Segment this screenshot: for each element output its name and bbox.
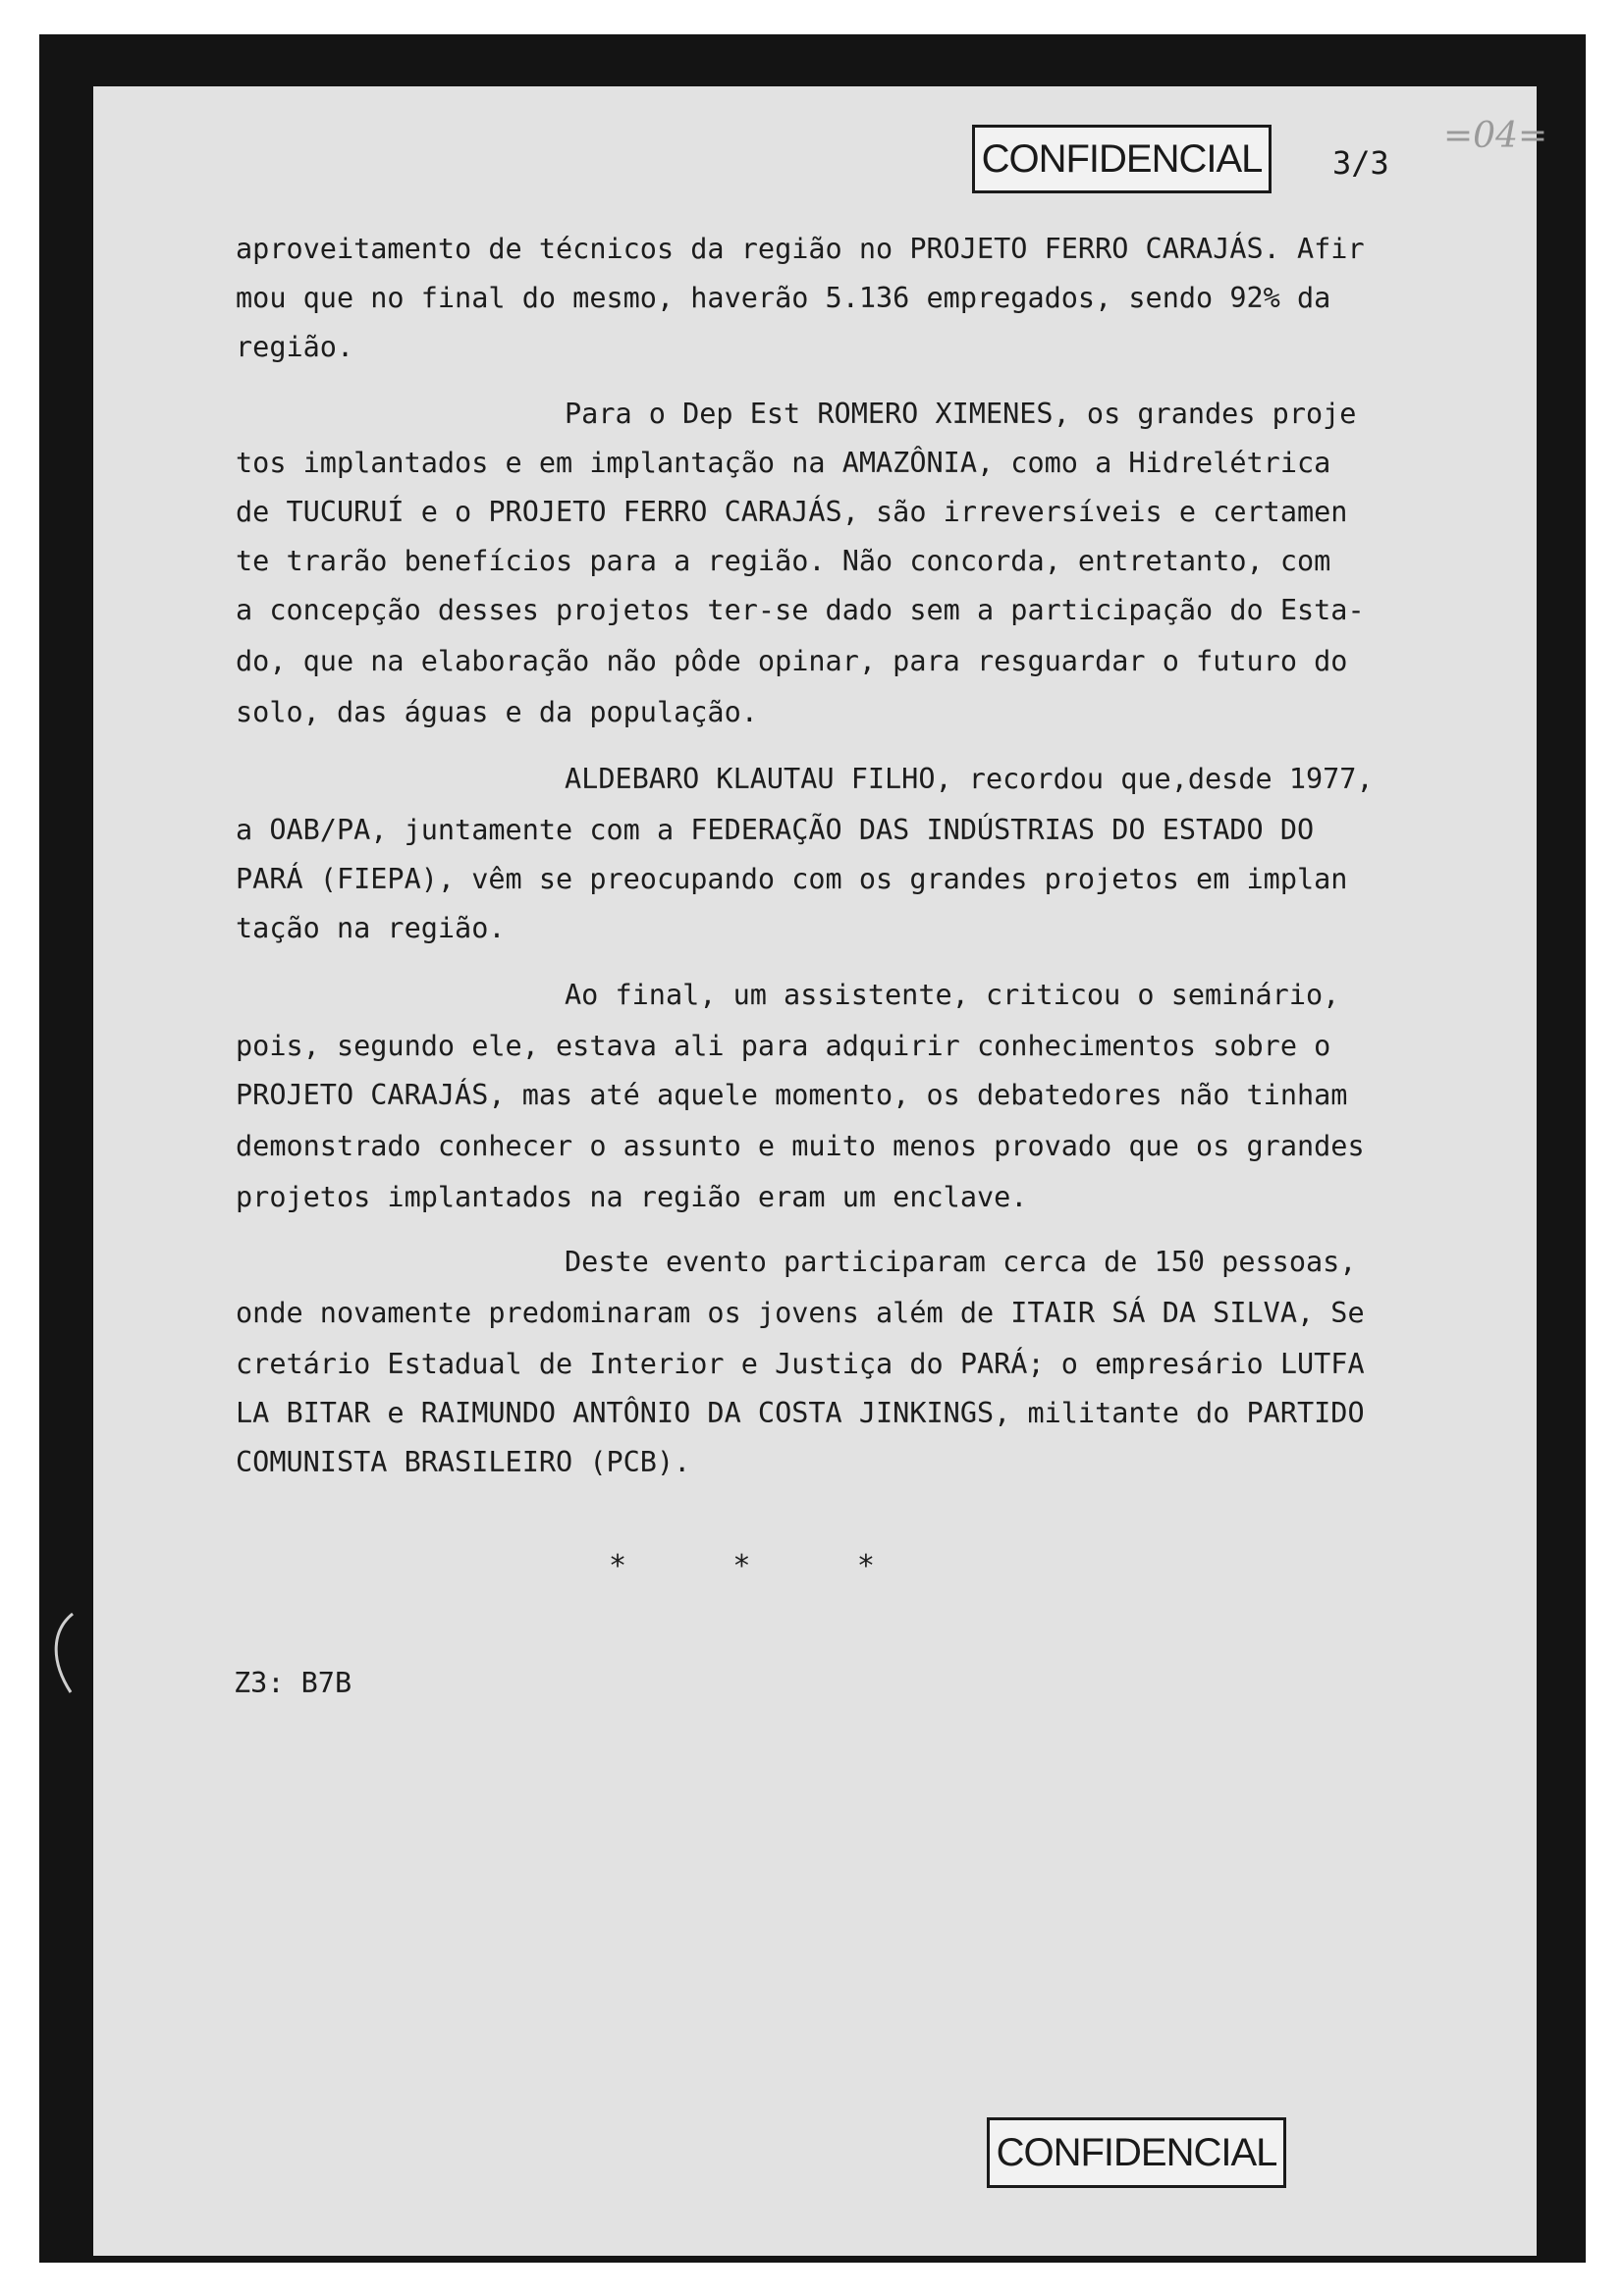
text-line: do, que na elaboração não pôde opinar, para resguardar o futuro do bbox=[236, 645, 1348, 677]
text-line: mou que no final do mesmo, haverão 5.136 empregados, sendo 92% da bbox=[236, 282, 1331, 314]
text-line: a OAB/PA, juntamente com a FEDERAÇÃO DAS INDÚSTRIAS DO ESTADO DO bbox=[236, 814, 1315, 846]
confidential-stamp-bottom: CONFIDENCIAL bbox=[987, 2117, 1286, 2188]
text-line: Deste evento participaram cerca de 150 pessoas, bbox=[565, 1246, 1357, 1278]
text-line: projetos implantados na região eram um enclave. bbox=[236, 1181, 1028, 1213]
text-line: de TUCURUÍ e o PROJETO FERRO CARAJÁS, são irreversíveis e certamen bbox=[236, 496, 1348, 528]
text-line: Ao final, um assistente, criticou o seminário, bbox=[565, 979, 1340, 1011]
text-line: a concepção desses projetos ter-se dado sem a participação do Esta- bbox=[236, 594, 1365, 626]
reference-code: Z3: B7B bbox=[234, 1667, 352, 1699]
page-number: 3/3 bbox=[1332, 144, 1389, 182]
text-line: onde novamente predominaram os jovens além de ITAIR SÁ DA SILVA, Se bbox=[236, 1297, 1365, 1329]
handwritten-page-mark: =04= bbox=[1443, 116, 1548, 156]
text-line: PROJETO CARAJÁS, mas até aquele momento, os debatedores não tinham bbox=[236, 1079, 1348, 1111]
text-line: tação na região. bbox=[236, 912, 506, 944]
text-line: tos implantados e em implantação na AMAZÔNIA, como a Hidrelétrica bbox=[236, 447, 1331, 479]
text-line: demonstrado conhecer o assunto e muito menos provado que os grandes bbox=[236, 1130, 1365, 1162]
text-line: pois, segundo ele, estava ali para adquirir conhecimentos sobre o bbox=[236, 1030, 1331, 1062]
text-line: cretário Estadual de Interior e Justiça do PARÁ; o empresário LUTFA bbox=[236, 1348, 1365, 1380]
text-line: te trarão benefícios para a região. Não concorda, entretanto, com bbox=[236, 545, 1331, 577]
text-line: aproveitamento de técnicos da região no PROJETO FERRO CARAJÁS. Afir bbox=[236, 233, 1365, 265]
text-line: ALDEBARO KLAUTAU FILHO, recordou que,desde 1977, bbox=[565, 763, 1374, 795]
confidential-stamp-top: CONFIDENCIAL bbox=[972, 125, 1272, 193]
text-line: COMUNISTA BRASILEIRO (PCB). bbox=[236, 1446, 691, 1478]
margin-mark-icon bbox=[47, 1610, 77, 1698]
section-separator: * * * bbox=[609, 1549, 875, 1583]
text-line: PARÁ (FIEPA), vêm se preocupando com os grandes projetos em implan bbox=[236, 863, 1348, 895]
text-line: região. bbox=[236, 331, 354, 363]
text-line: LA BITAR e RAIMUNDO ANTÔNIO DA COSTA JINKINGS, militante do PARTIDO bbox=[236, 1397, 1365, 1429]
text-line: solo, das águas e da população. bbox=[236, 696, 758, 728]
text-line: Para o Dep Est ROMERO XIMENES, os grandes proje bbox=[565, 398, 1357, 430]
